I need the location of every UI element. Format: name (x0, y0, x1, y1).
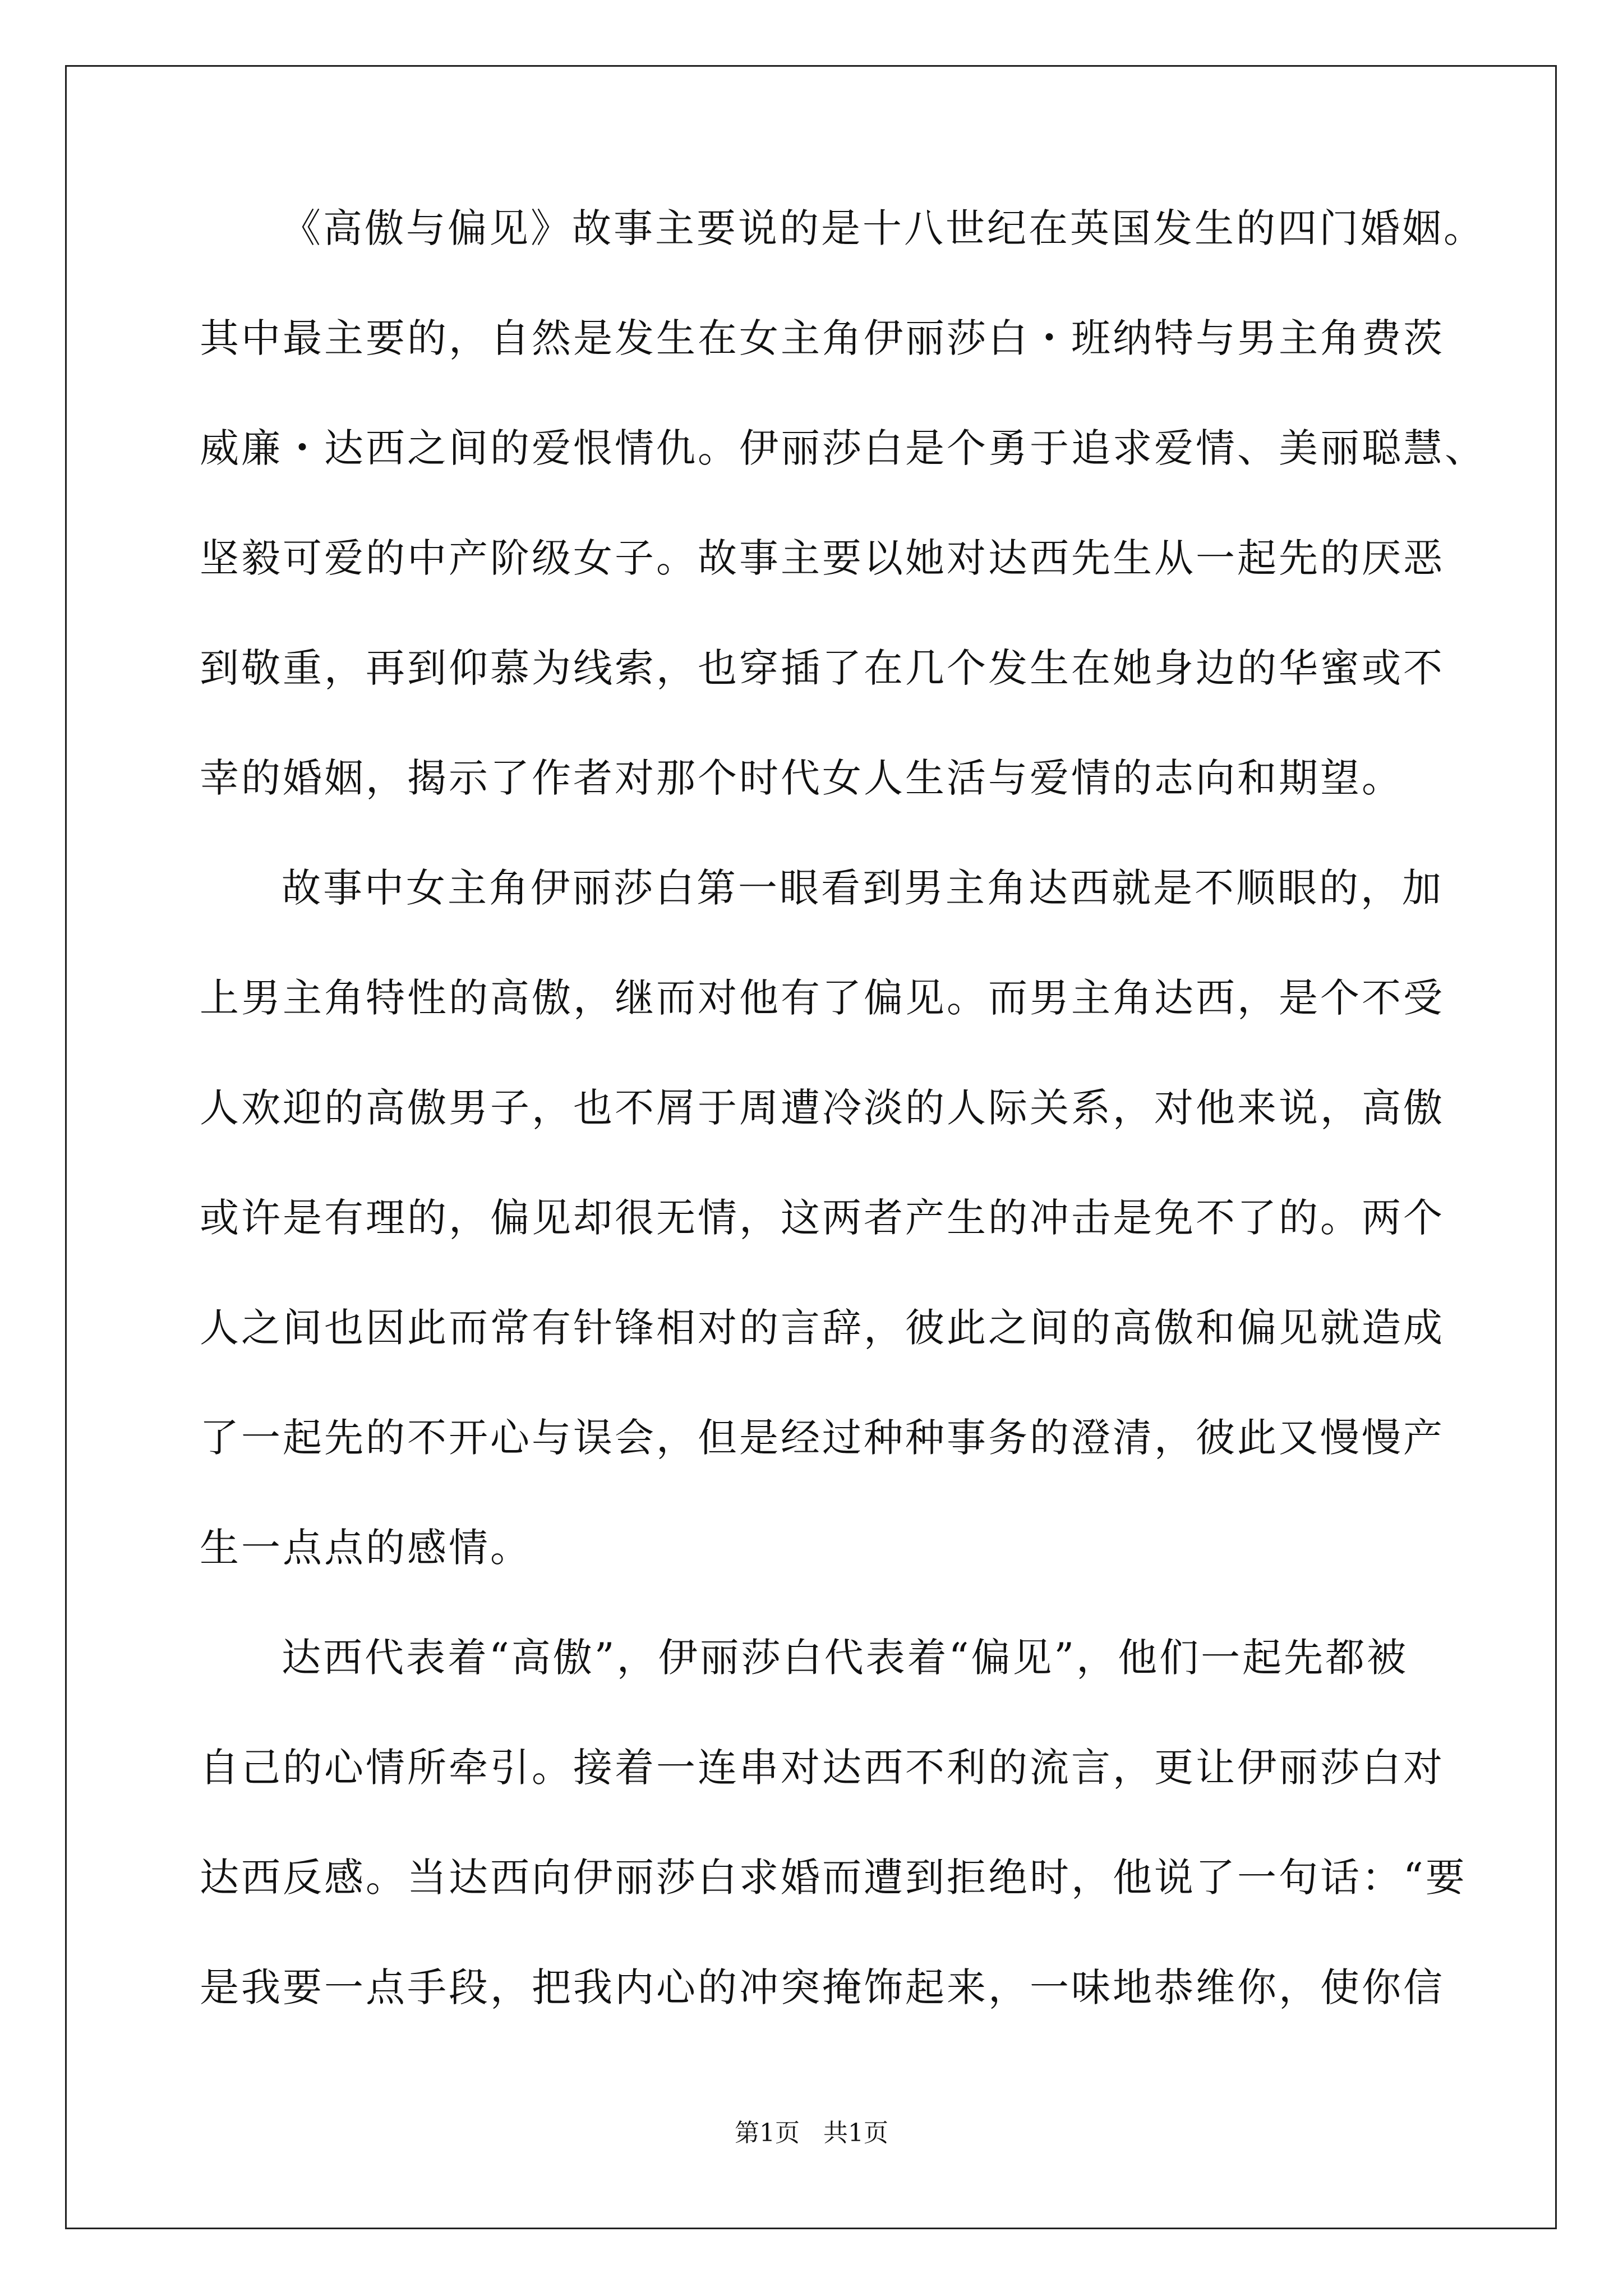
paragraph-1-line-6: 幸的婚姻，揭示了作者对那个时代女人生活与爱情的志向和期望。 (200, 755, 1403, 801)
paragraph-3-line-3: 达西反感。当达西向伊丽莎白求婚而遭到拒绝时，他说了一句话：“要 (200, 1855, 1467, 1901)
paragraph-3-line-1: 达西代表着“高傲”，伊丽莎白代表着“偏见”，他们一起先都被 (282, 1635, 1409, 1681)
paragraph-2-line-7: 生一点点的感情。 (200, 1525, 532, 1571)
document-body (200, 205, 1486, 2078)
paragraph-2-line-3: 人欢迎的高傲男子，也不屑于周遭冷淡的人际关系，对他来说，高傲 (200, 1085, 1445, 1131)
page-total: 共1页 (823, 2119, 888, 2147)
paragraph-1-line-1: 《高傲与偏见》故事主要说的是十八世纪在英国发生的四门婚姻。 (282, 205, 1485, 251)
paragraph-1-line-2: 其中最主要的，自然是发生在女主角伊丽莎白・班纳特与男主角费茨 (200, 315, 1445, 361)
paragraph-1-line-4: 坚毅可爱的中产阶级女子。故事主要以她对达西先生从一起先的厌恶 (200, 535, 1445, 581)
page-number: 第1页 (735, 2119, 800, 2147)
paragraph-1-line-3: 威廉・达西之间的爱恨情仇。伊丽莎白是个勇于追求爱情、美丽聪慧、 (200, 425, 1486, 471)
paragraph-2-line-6: 了一起先的不开心与误会，但是经过种种事务的澄清，彼此又慢慢产 (200, 1415, 1445, 1461)
paragraph-3-line-2: 自己的心情所牵引。接着一连串对达西不利的流言，更让伊丽莎白对 (200, 1745, 1445, 1791)
paragraph-1-line-5: 到敬重，再到仰慕为线索，也穿插了在几个发生在她身边的华蜜或不 (200, 645, 1445, 691)
paragraph-3-line-4: 是我要一点手段，把我内心的冲突掩饰起来，一味地恭维你，使你信 (200, 1964, 1445, 2010)
paragraph-2-line-5: 人之间也因此而常有针锋相对的言辞，彼此之间的高傲和偏见就造成 (200, 1305, 1445, 1351)
page-footer (0, 2119, 1623, 2147)
paragraph-2-line-2: 上男主角特性的高傲，继而对他有了偏见。而男主角达西，是个不受 (200, 975, 1445, 1021)
paragraph-2-line-4: 或许是有理的，偏见却很无情，这两者产生的冲击是免不了的。两个 (200, 1195, 1445, 1241)
paragraph-2-line-1: 故事中女主角伊丽莎白第一眼看到男主角达西就是不顺眼的，加 (282, 865, 1444, 911)
